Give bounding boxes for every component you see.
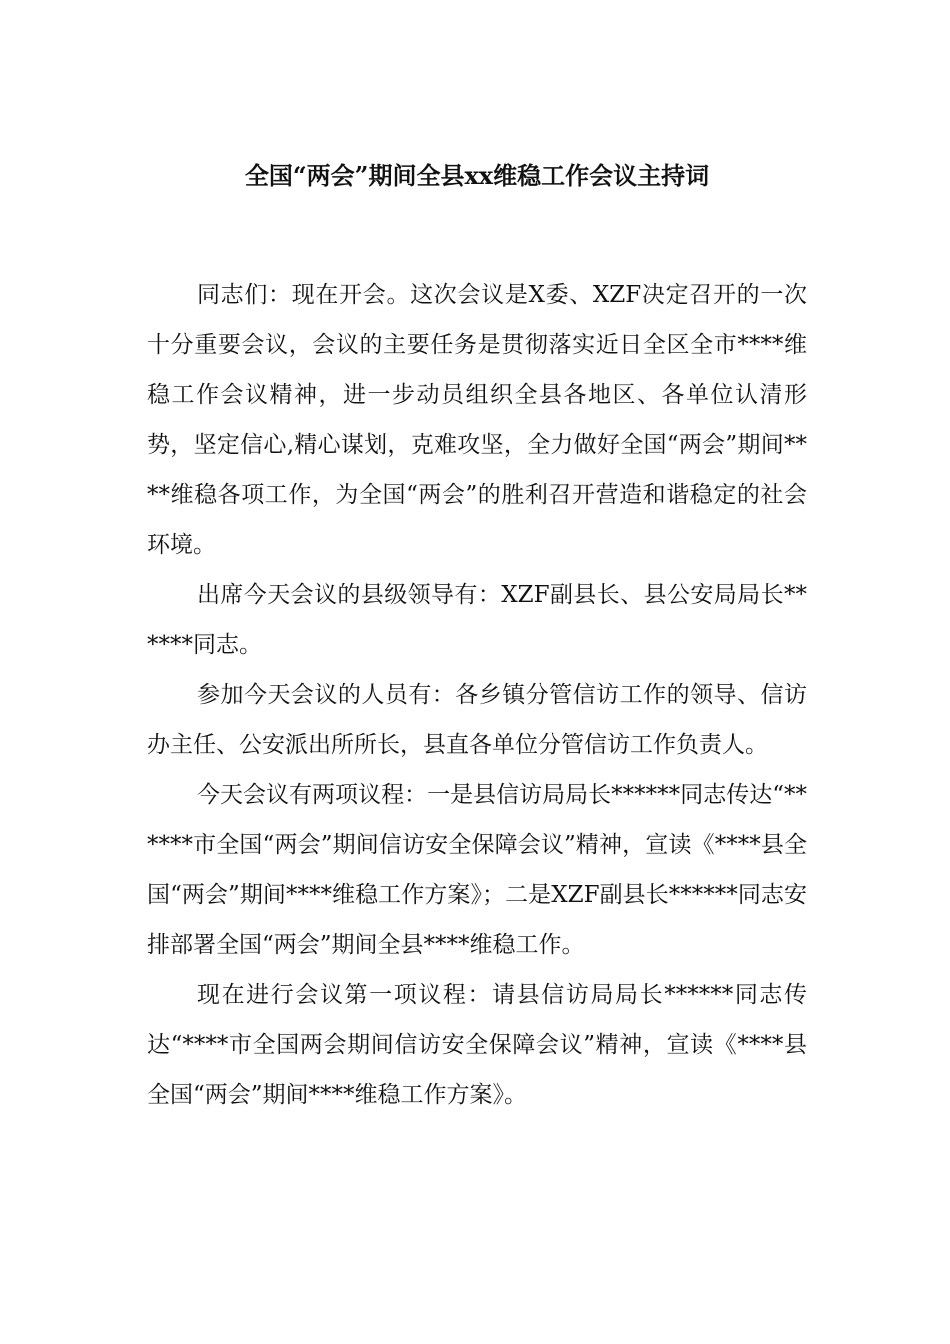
paragraph-first-item: 现在进行会议第一项议程：请县信访局局长******同志传达“****市全国两会期间信访安全保障会议”精神，宣读《****县全国“两会”期间****维稳工作方案》。 — [147, 982, 807, 1108]
document-body — [147, 270, 807, 1120]
document-title: 全国“两会”期间全县xx维稳工作会议主持词 — [244, 161, 710, 190]
paragraph-agenda: 今天会议有两项议程：一是县信访局局长******同志传达“******市全国“两会”期间信访安全保障会议”精神，宣读《****县全国“两会”期间****维稳工作方案》；二是XZF副县长******同志安排部署全国“两会”期间全县****维稳工作。 — [147, 782, 807, 958]
paragraph-participants: 参加今天会议的人员有：各乡镇分管信访工作的领导、信访办主任、公安派出所所长，县直各单位分管信访工作负责人。 — [147, 682, 807, 758]
document-page — [147, 0, 807, 1344]
paragraph-attending-leaders: 出席今天会议的县级领导有：XZF副县长、县公安局局长******同志。 — [147, 582, 807, 658]
paragraph-opening: 同志们：现在开会。这次会议是X委、XZF决定召开的一次十分重要会议，会议的主要任务是贯彻落实近日全区全市****维稳工作会议精神，进一步动员组织全县各地区、各单位认清形势，坚定信心,精心谋划，克难攻坚，全力做好全国“两会”期间****维稳各项工作，为全国“两会”的胜利召开营造和谐稳定的社会环境。 — [147, 282, 807, 558]
